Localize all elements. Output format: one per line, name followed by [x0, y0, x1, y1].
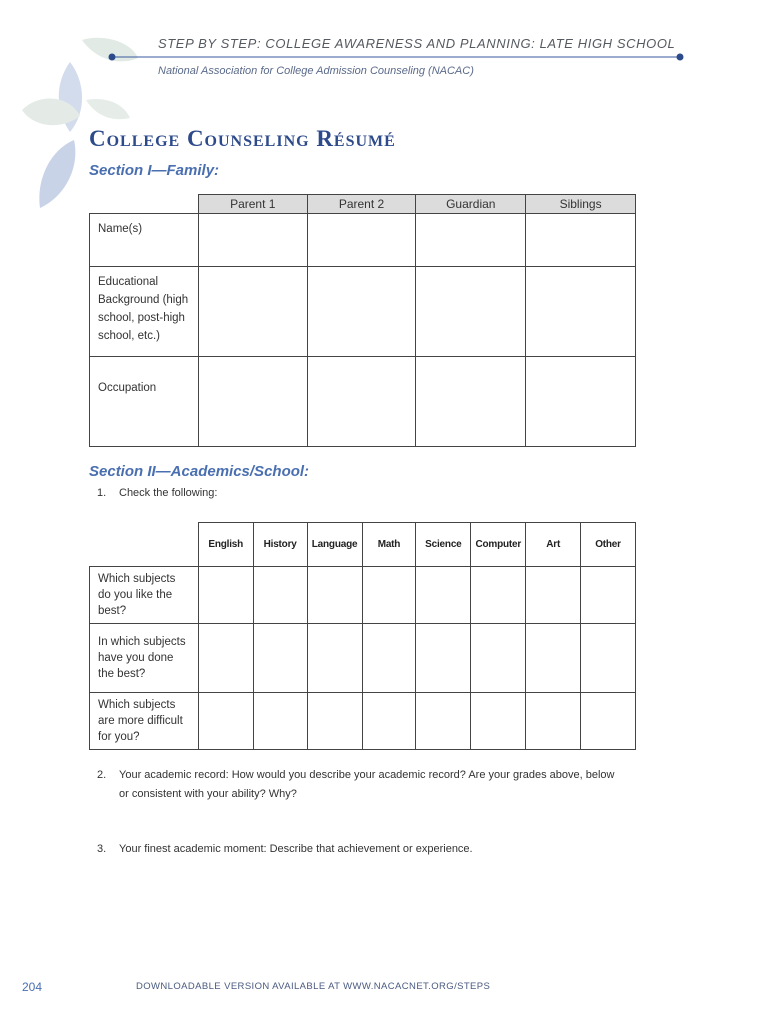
leaf-decoration: [0, 0, 140, 220]
question-number: 3.: [97, 843, 107, 855]
check-cell[interactable]: [471, 624, 526, 693]
table-row: [90, 567, 636, 624]
page-title: College Counseling Résumé: [89, 126, 396, 151]
header-corner: [90, 195, 199, 214]
row-label: Educational Background (high school, post-high school, etc.): [90, 267, 199, 357]
entry-cell[interactable]: [416, 267, 526, 357]
table-row: [90, 693, 636, 750]
subject-header: English: [198, 523, 253, 567]
check-cell[interactable]: [416, 567, 471, 624]
entry-cell[interactable]: [526, 214, 636, 267]
entry-cell[interactable]: [416, 357, 526, 447]
subject-header: Science: [416, 523, 471, 567]
check-cell[interactable]: [416, 624, 471, 693]
subjects-table: [89, 522, 636, 750]
subject-header: History: [253, 523, 307, 567]
check-cell[interactable]: [581, 624, 636, 693]
check-cell[interactable]: [362, 567, 416, 624]
check-cell[interactable]: [526, 624, 581, 693]
check-cell[interactable]: [198, 624, 253, 693]
family-table: [89, 194, 636, 447]
entry-cell[interactable]: [307, 267, 416, 357]
page-number: 204: [22, 980, 43, 994]
row-label: Which subjects are more difficult for you?: [90, 693, 199, 750]
question-2: [97, 766, 627, 804]
entry-cell[interactable]: [198, 214, 307, 267]
table-row: [90, 624, 636, 693]
check-cell[interactable]: [198, 567, 253, 624]
running-header-subtitle: National Association for College Admission Counseling (NACAC): [158, 65, 474, 77]
entry-cell[interactable]: [526, 357, 636, 447]
row-label: Occupation: [90, 357, 199, 447]
check-cell[interactable]: [307, 567, 362, 624]
check-cell[interactable]: [198, 693, 253, 750]
subject-header: Computer: [471, 523, 526, 567]
check-cell[interactable]: [253, 693, 307, 750]
check-cell[interactable]: [526, 567, 581, 624]
question-1: [97, 487, 217, 499]
column-header: Guardian: [416, 195, 526, 214]
table-row: [90, 267, 636, 357]
leaf-shape: [39, 140, 75, 208]
column-header: Siblings: [526, 195, 636, 214]
header-rule: [108, 53, 684, 61]
check-cell[interactable]: [253, 624, 307, 693]
check-cell[interactable]: [471, 693, 526, 750]
entry-cell[interactable]: [198, 267, 307, 357]
question-number: 1.: [97, 487, 107, 499]
question-text: Check the following:: [119, 487, 218, 499]
running-header-title: STEP BY STEP: COLLEGE AWARENESS AND PLANNING: LATE HIGH SCHOOL: [158, 36, 676, 51]
check-cell[interactable]: [581, 567, 636, 624]
column-header: Parent 2: [307, 195, 416, 214]
table-row: [90, 214, 636, 267]
column-header: Parent 1: [198, 195, 307, 214]
table-header-row: [90, 523, 636, 567]
rule-dot-right: [677, 54, 684, 61]
check-cell[interactable]: [416, 693, 471, 750]
download-note: DOWNLOADABLE VERSION AVAILABLE AT WWW.NACACNET.ORG/STEPS: [136, 981, 491, 992]
table-header-row: [90, 195, 636, 214]
check-cell[interactable]: [526, 693, 581, 750]
section-family-heading: Section I—Family:: [89, 162, 220, 179]
entry-cell[interactable]: [307, 214, 416, 267]
check-cell[interactable]: [307, 693, 362, 750]
check-cell[interactable]: [253, 567, 307, 624]
question-number: 2.: [97, 769, 107, 781]
check-cell[interactable]: [471, 567, 526, 624]
subject-header: Art: [526, 523, 581, 567]
check-cell[interactable]: [362, 693, 416, 750]
table-row: [90, 357, 636, 447]
question-text: Your finest academic moment: Describe that achievement or experience.: [119, 843, 473, 855]
question-3: [97, 840, 627, 859]
leaf-shape: [86, 99, 130, 119]
entry-cell[interactable]: [198, 357, 307, 447]
subject-header: Other: [581, 523, 636, 567]
row-label: In which subjects have you done the best?: [90, 624, 199, 693]
check-cell[interactable]: [307, 624, 362, 693]
question-text: Your academic record: How would you describe your academic record? Are your grades above, below or consistent with your ability? Why?: [119, 769, 615, 800]
subject-header: Math: [362, 523, 416, 567]
rule-dot-left: [109, 54, 116, 61]
row-label: Which subjects do you like the best?: [90, 567, 199, 624]
header-corner: [90, 523, 199, 567]
check-cell[interactable]: [581, 693, 636, 750]
subject-header: Language: [307, 523, 362, 567]
entry-cell[interactable]: [307, 357, 416, 447]
check-cell[interactable]: [362, 624, 416, 693]
section-academics-heading: Section II—Academics/School:: [89, 463, 310, 480]
entry-cell[interactable]: [526, 267, 636, 357]
row-label: Name(s): [90, 214, 199, 267]
entry-cell[interactable]: [416, 214, 526, 267]
